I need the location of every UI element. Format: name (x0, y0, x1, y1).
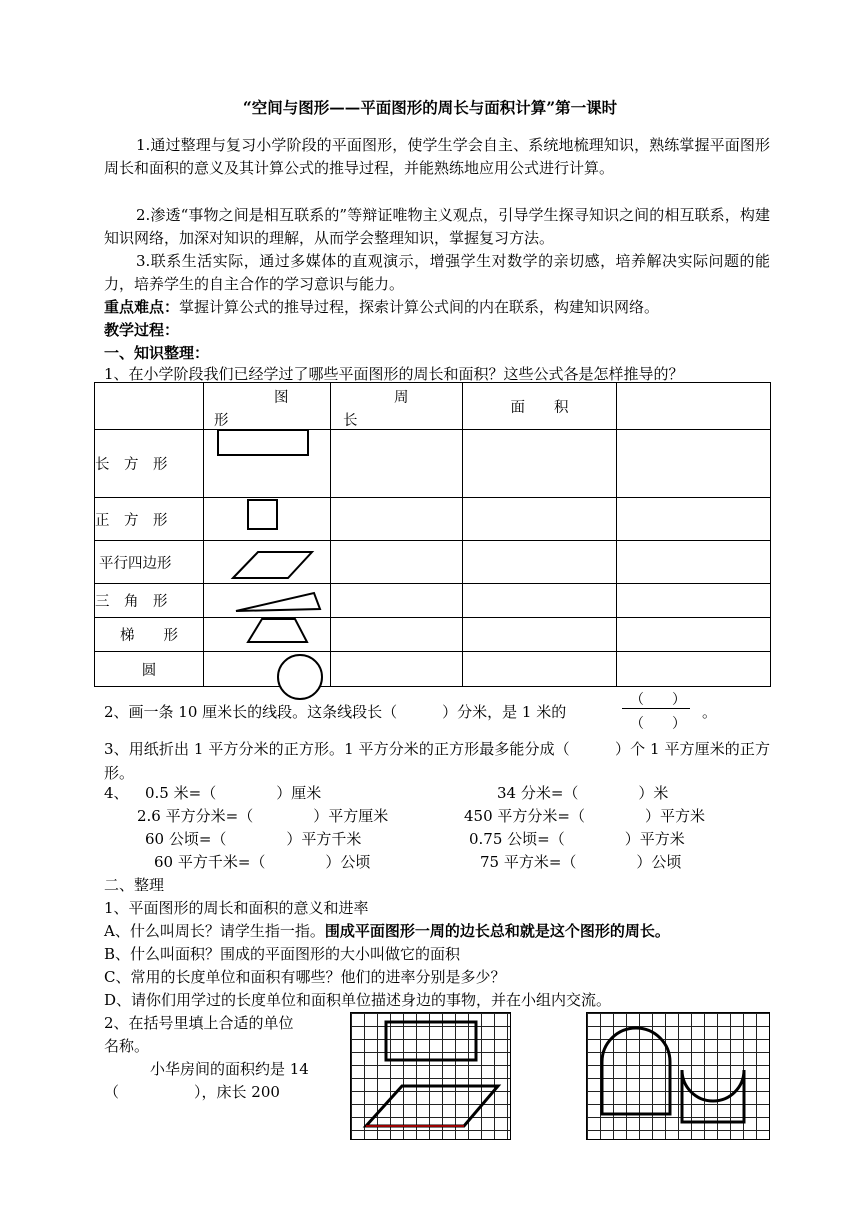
row-label-square: 正 方 形 (95, 498, 204, 541)
header-area-cell: 面 积 (463, 383, 617, 430)
grid-figure-2-shapes (586, 1012, 770, 1140)
key-points-text: 掌握计算公式的推导过程，探索计算公式间的内在联系，构建知识网络。 (179, 298, 660, 316)
fill-units-line-3: 小华房间的面积约是 14 (150, 1060, 309, 1078)
units-activity: D、请你们用学过的长度单位和面积单位描述身边的事物，并在小组内交流。 (104, 991, 612, 1009)
header-perimeter-2: 长 (343, 413, 358, 429)
row-label-circle: 圆 (95, 652, 204, 687)
area-definition: B、什么叫面积？围成的平面图形的大小叫做它的面积 (104, 945, 461, 963)
page-title: “空间与图形——平面图形的周长与面积计算”第一课时 (242, 98, 618, 117)
header-shape-cell (204, 383, 331, 430)
grid-bowl-shape (682, 1070, 744, 1122)
conversion-4b: 75 平方米=（ ）公顷 (480, 853, 682, 871)
shape-cell-square (204, 498, 331, 541)
section-2-item-1: 1、平面图形的周长和面积的意义和进率 (104, 899, 369, 917)
section-1-heading: 一、知识整理： (104, 344, 210, 362)
row-label-trapezoid: 梯 形 (95, 618, 204, 652)
header-extra-cell (617, 383, 771, 430)
fill-units-line-2: 名称。 (104, 1037, 150, 1055)
header-shape-1: 图 (274, 390, 289, 406)
fraction-numerator: （ ） (630, 692, 686, 708)
row-label-parallelogram: 平行四边形 (95, 541, 204, 584)
grid-parallelogram-shape (366, 1086, 498, 1126)
key-points (104, 296, 659, 317)
question-1: 1、在小学阶段我们已经学过了哪些平面图形的周长和面积？这些公式各是怎样推导的？ (104, 365, 684, 383)
conversion-1a: 0.5 米=（ ）厘米 (145, 784, 322, 802)
process-heading: 教学过程： (104, 321, 180, 339)
grid-rectangle-shape (386, 1022, 476, 1060)
fraction-denominator: （ ） (630, 716, 686, 732)
units-question: C、常用的长度单位和面积有哪些？他们的进率分别是多少？ (104, 968, 506, 986)
shape-cell-triangle (204, 584, 331, 618)
shape-cell-rectangle (204, 430, 331, 498)
conversion-1b: 34 分米=（ ）米 (497, 784, 669, 802)
conversion-4a: 60 平方千米=（ ）公顷 (154, 853, 371, 871)
question-4-label: 4、 (104, 784, 129, 802)
grid-figure-1-shapes (350, 1012, 510, 1140)
perimeter-question: A、什么叫周长？请学生指一指。 (104, 922, 325, 940)
fraction-bar (622, 708, 690, 709)
shape-cell-circle (204, 652, 331, 687)
section-2-heading: 二、整理 (104, 876, 165, 894)
perimeter-answer: 围成平面图形一周的边长总和就是这个图形的周长。 (324, 922, 670, 940)
key-points-label: 重点难点： (104, 298, 180, 316)
conversion-3b: 0.75 公顷=（ ）平方米 (469, 830, 685, 848)
objective-2: 2.渗透“事物之间是相互联系的”等辩证唯物主义观点，引导学生探寻知识之间的相互联系，构建知识网络，加深对知识的理解，从而学会整理知识，掌握复习方法。 (104, 206, 770, 247)
conversion-3a: 60 公顷=（ ）平方千米 (145, 830, 362, 848)
perimeter-definition (104, 920, 670, 941)
header-blank-cell (95, 383, 204, 430)
question-2-end: 。 (702, 703, 718, 721)
header-perimeter-1: 周 (394, 390, 409, 406)
question-3: 3、用纸折出 1 平方分米的正方形。1 平方分米的正方形最多能分成（ ）个 1 平方厘米的正方形。 (104, 740, 770, 782)
objective-1: 1.通过整理与复习小学阶段的平面图形，使学生学会自主、系统地梳理知识，熟练掌握平面图形周长和面积的意义及其计算公式的推导过程，并能熟练地应用公式进行计算。 (104, 136, 770, 177)
conversion-2b: 450 平方分米=（ ）平方米 (464, 807, 705, 825)
grid-arch-shape (602, 1028, 670, 1114)
fill-units-line-1: 2、在括号里填上合适的单位 (104, 1014, 294, 1032)
header-perimeter-cell (331, 383, 463, 430)
shape-cell-parallelogram (204, 541, 331, 584)
shapes-table (94, 382, 771, 687)
conversion-2a: 2.6 平方分米=（ ）平方厘米 (137, 807, 389, 825)
shape-cell-trapezoid (204, 618, 331, 652)
row-label-triangle: 三 角 形 (95, 584, 204, 618)
header-shape-2: 形 (214, 413, 229, 429)
question-2: 2、画一条 10 厘米长的线段。这条线段长（ ）分米，是 1 米的 (104, 703, 567, 721)
objective-3: 3.联系生活实际，通过多媒体的直观演示，增强学生对数学的亲切感，培养解决实际问题的能力，培养学生的自主合作的学习意识与能力。 (104, 252, 770, 293)
fill-units-line-4: （ ），床长 200 (104, 1083, 280, 1101)
row-label-rectangle: 长 方 形 (95, 430, 204, 498)
